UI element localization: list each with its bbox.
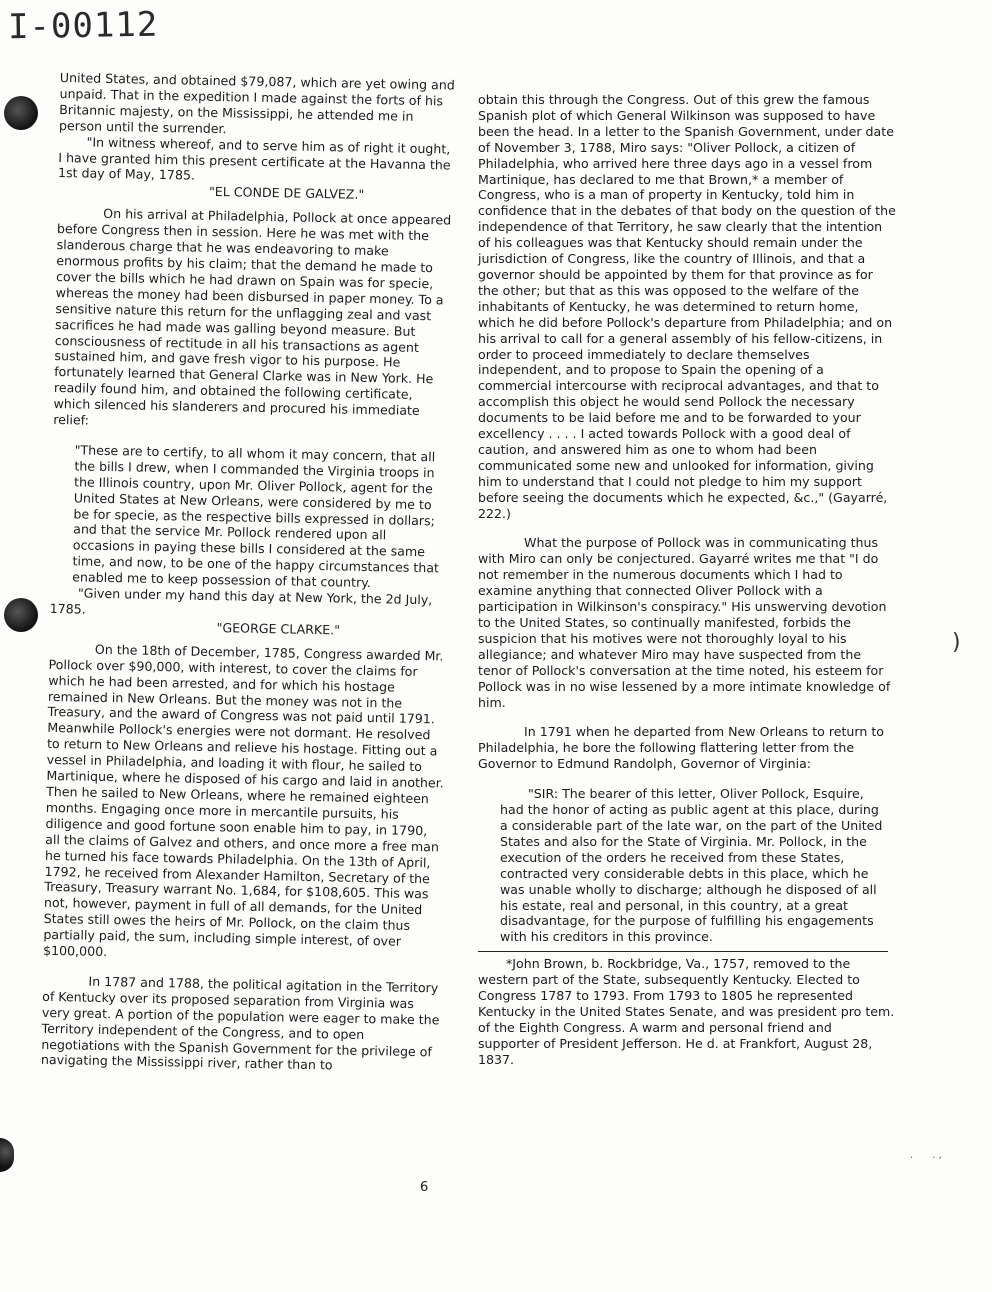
right-column-body [478, 92, 896, 945]
left-column-paragraph: On the 18th of December, 1785, Congress awarded Mr. Pollock over $90,000, with interest, to cover the claims for which he had been arrested, and for which his hostage remained in New Orleans. But the money was not in the Treasury, and the award of Congress was not paid until 1791. Meanwhile Pollock's energies were not dormant. He resolved to return to New Orleans and relieve his hostage. Fitting out a vessel in Philadelphia, and loading it with flour, he sailed to Martinique, where he disposed of his cargo and laid in another. Then he sailed to New Orleans, where he remained eighteen months. Engaging once more in mercantile pursuits, his diligence and good fortune soon enable him to pay, in 1790, all the claims of Galvez and others, and once more a free man he turned his face towards Philadelphia. On the 13th of April, 1792, he received from Alexander Hamilton, Secretary of the Treasury, Treasury warrant No. 1,684, for $108,605. This was not, however, payment in full of all demands, for the United States still owes the heirs of Mr. Pollock, on the claim thus partially paid, the sum, including simple interest, of over $100,000. [42, 641, 444, 960]
document-id-stamp: I-00112 [7, 4, 159, 48]
right-column-paragraph: What the purpose of Pollock was in communicating thus with Miro can only be conjectured. Gayarré writes me that "I do not remember in the numerous documents which I had to examine anything that connected Oliver Pollock with a participation in Wilkinson's conspiracy." His unswerving devotion to the United States, so continually manifested, forbids the suspicion that his motives were not thoroughly loyal to his allegiance; and whatever Miro may have suspected from the tenor of Pollock's conversation at the time noted, his esteem for Pollock was in no wise lessened by a more intimate knowledge of him. [478, 535, 891, 710]
binder-hole-top [4, 96, 38, 130]
binder-hole-bottom [0, 1138, 14, 1172]
left-column-paragraph: "These are to certify, to all whom it may concern, that all the bills I drew, when I commanded the Virginia troops in the Illinois country, upon Mr. Oliver Pollock, agent for the United States at New Orleans, were considered by me to be for specie, as the respective bills expressed in dollars; and that the service Mr. Pollock rendered upon all occasions in paying these bills I considered at the same time, and now, to be one of the happy circumstances that enabled me to keep possession of that country. [72, 442, 440, 591]
footnote [478, 956, 896, 1067]
footnote-divider [478, 951, 888, 952]
left-column-paragraph: "EL CONDE DE GALVEZ." [208, 184, 365, 203]
left-column-paragraph: In 1787 and 1788, the political agitation in the Territory of Kentucky over its proposed separation from Virginia was very great. A portion of the population were eager to make the Territory independent of the Congress, and to open negotiations with the Spanish Government for the privilege of navigating the Mississippi river, rather than to [40, 973, 440, 1073]
left-column-paragraph: "GEORGE CLARKE." [216, 620, 341, 638]
footnote-text: *John Brown, b. Rockbridge, Va., 1757, removed to the western part of the State, subsequently Kentucky. Elected to Congress 1787 to 1793. From 1793 to 1805 he represented Kentucky in the United States Senate, and was president pro tem. of the Eighth Congress. A warm and personal friend and supporter of President Jefferson. He d. at Frankfort, August 28, 1837. [478, 956, 895, 1067]
page-number: 6 [420, 1180, 429, 1195]
right-column-paragraph: "SIR: The bearer of this letter, Oliver Pollock, Esquire, had the honor of acting as public agent at this place, during a considerable part of the late war, on the part of the United States and also for the State of Virginia. Mr. Pollock, in the execution of the orders he received from these States, contracted very considerable debts in this place, which he was unable wholly to discharge; although he disposed of all his estate, real and personal, in this country, at a great disadvantage, for the purpose of fulfilling his engagements with his creditors in this province. [500, 786, 883, 945]
binder-hole-middle [4, 598, 38, 632]
left-column-paragraph: "In witness whereof, and to serve him as of right it ought, I have granted him this present certificate at the Havanna the 1st day of May, 1785. [57, 134, 451, 184]
right-column [478, 92, 896, 1068]
left-column-paragraph: United States, and obtained $79,087, which are yet owing and unpaid. That in the expedition I made against the forts of his Britannic majesty, on the Mississippi, he attended me in person until the surrender. [58, 70, 455, 136]
left-column-paragraph: On his arrival at Philadelphia, Pollock at once appeared before Congress then in session. Here he was met with the slanderous charge that he was endeavoring to make enormous profits by his claim; that the demand he made to cover the bills which he had drawn on Spain was for specie, whereas the money had been disbursed in paper money. To a sensitive nature this return for the unflagging zeal and vast sacrifices he had made was galling beyond measure. But consciousness of rectitude in all his transactions as agent sustained him, and gave fresh vigor to his purpose. He fortunately learned that General Clarke was in New York. He readily found him, and obtained the following certificate, which silenced his slanderers and procured his immediate relief: [53, 206, 452, 428]
left-column-paragraph: "Given under my hand this day at New York, the 2d July, 1785. [49, 585, 433, 617]
margin-mark: ) [952, 630, 961, 655]
right-column-paragraph: obtain this through the Congress. Out of this grew the famous Spanish plot of which General Wilkinson was supposed to have been the head. In a letter to the Spanish Government, under date of November 3, 1788, Miro says: "Oliver Pollock, a citizen of Philadelphia, who arrived here three days ago in a vessel from Martinique, has declared to me that Brown,* a member of Congress, who is a man of property in Kentucky, told him in confidence that in the debates of that body on the question of the independence of that Territory, he saw clearly that the intention of his colleagues was that Kentucky should remain under the jurisdiction of Congress, like the country of Illinois, and that a governor should be appointed by them for that province as for the other; but that as this was opposed to the welfare of the inhabitants of Kentucky, he was determined to return home, which he did before Pollock's departure from Philadelphia; and on his arrival to call for a general assembly of his fellow-citizens, in order to proceed immediately to declare themselves independent, and to propose to Spain the opening of a commercial intercourse with reciprocal advantages, and that to accomplish this object he would send Pollock the necessary documents to be laid before me and to be forwarded to your excellency . . . . I acted towards Pollock with a good deal of caution, and answered him as one to whom had been communicated some new and unlooked for information, giving him to understand that I could not pledge to him my support before seeing the documents which he expected, &c.," (Gayarré, 222.) [478, 92, 896, 521]
right-column-paragraph: In 1791 when he departed from New Orleans to return to Philadelphia, he bore the following flattering letter from the Governor to Edmund Randolph, Governor of Virginia: [478, 724, 884, 772]
margin-specks: . . , [910, 1150, 942, 1161]
left-column [41, 70, 458, 1076]
